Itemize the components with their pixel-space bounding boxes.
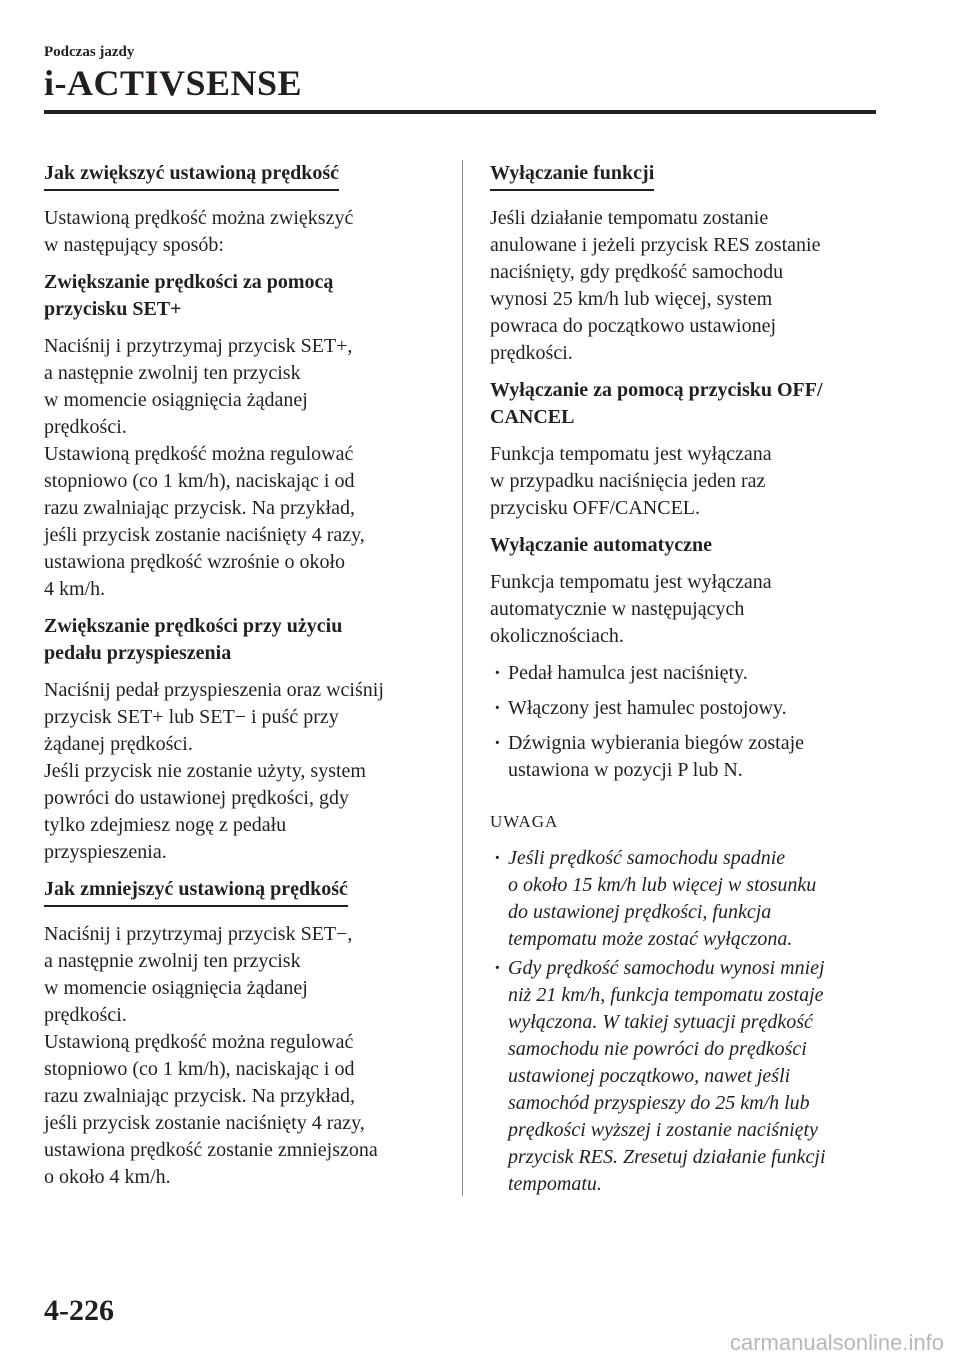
list-item xyxy=(490,845,890,953)
text-line: wynosi 25 km/h lub więcej, system xyxy=(490,288,773,310)
column-divider xyxy=(462,160,463,1196)
text-line: prędkości. xyxy=(44,1004,127,1026)
text-line: razu zwalniając przycisk. Na przykład, xyxy=(44,1085,355,1107)
text-line: Naciśnij i przytrzymaj przycisk SET−, xyxy=(44,923,353,945)
text-line: ustawiona prędkość zostanie zmniejszona xyxy=(44,1139,378,1161)
subheading-set-plus xyxy=(44,269,444,323)
text-line: Funkcja tempomatu jest wyłączana xyxy=(490,443,772,465)
subheading-accelerator xyxy=(44,613,444,667)
right-column xyxy=(490,160,890,1200)
text-line: w następujący sposób: xyxy=(44,234,224,256)
text-line: jeśli przycisk zostanie naciśnięty 4 razy, xyxy=(44,1112,365,1134)
heading-increase-speed: Jak zwiększyć ustawioną prędkość xyxy=(44,160,339,191)
text-line: przyspieszenia. xyxy=(44,841,167,863)
text-line: · Gdy prędkość samochodu wynosi mniej xyxy=(508,957,825,979)
paragraph-automatic xyxy=(490,569,890,650)
heading-cancel-function: Wyłączanie funkcji xyxy=(490,160,654,191)
watermark: carmanualsonline.info xyxy=(729,1330,944,1355)
note-title: UWAGA xyxy=(490,812,559,831)
text-line: a następnie zwolnij ten przycisk xyxy=(44,950,301,972)
text-line: CANCEL xyxy=(490,406,575,428)
text-line: Zwiększanie prędkości za pomocą xyxy=(44,271,334,293)
list-item xyxy=(490,660,890,687)
text-line: 4 km/h. xyxy=(44,578,106,600)
text-line: Funkcja tempomatu jest wyłączana xyxy=(490,571,772,593)
text-line: żądanej prędkości. xyxy=(44,733,193,755)
list-item xyxy=(490,955,890,1198)
header-rule xyxy=(44,110,876,114)
text-line: ustawiona prędkość wzrośnie o około xyxy=(44,551,346,573)
text-line: Jeśli działanie tempomatu zostanie xyxy=(490,207,769,229)
text-line: ustawiona w pozycji P lub N. xyxy=(508,759,743,781)
text-line: Ustawioną prędkość można zwiększyć xyxy=(44,207,354,229)
text-line: · Dźwignia wybierania biegów zostaje xyxy=(508,732,805,754)
text-line: tylko zdejmiesz nogę z pedału xyxy=(44,814,287,836)
text-line: jeśli przycisk zostanie naciśnięty 4 razy, xyxy=(44,524,365,546)
paragraph-off-cancel xyxy=(490,441,890,522)
note-list xyxy=(490,845,890,1198)
condition-list xyxy=(490,660,890,784)
text-line: · Jeśli prędkość samochodu spadnie xyxy=(508,847,786,869)
paragraph-accelerator xyxy=(44,677,444,866)
text-line: ustawionej początkowo, nawet jeśli xyxy=(508,1065,791,1087)
text-line: prędkości wyższej i zostanie naciśnięty xyxy=(508,1119,818,1141)
text-line: w momencie osiągnięcia żądanej xyxy=(44,977,308,999)
text-line: o około 4 km/h. xyxy=(44,1166,171,1188)
text-line: okolicznościach. xyxy=(490,625,624,647)
text-line: przycisk SET+ lub SET− i puść przy xyxy=(44,706,339,728)
heading-decrease-speed: Jak zmniejszyć ustawioną prędkość xyxy=(44,876,348,907)
text-line: automatycznie w następujących xyxy=(490,598,745,620)
text-line: stopniowo (co 1 km/h), naciskając i od xyxy=(44,1058,355,1080)
text-line: przycisku SET+ xyxy=(44,298,182,320)
text-line: w przypadku naciśnięcia jeden raz xyxy=(490,470,766,492)
text-line: wyłączona. W takiej sytuacji prędkość xyxy=(508,1011,813,1033)
text-line: pedału przyspieszenia xyxy=(44,642,232,664)
text-line: przycisku OFF/CANCEL. xyxy=(490,497,700,519)
section-label: Podczas jazdy xyxy=(44,44,135,60)
paragraph-increase-intro xyxy=(44,205,444,259)
page-number: 4-226 xyxy=(44,1294,114,1327)
text-line: Ustawioną prędkość można regulować xyxy=(44,443,354,465)
text-line: niż 21 km/h, funkcja tempomatu zostaje xyxy=(508,984,824,1006)
text-line: Wyłączanie za pomocą przycisku OFF/ xyxy=(490,379,823,401)
text-line: Jeśli przycisk nie zostanie użyty, system xyxy=(44,760,366,782)
text-line: Naciśnij pedał przyspieszenia oraz wciśnij xyxy=(44,679,384,701)
text-line: naciśnięty, gdy prędkość samochodu xyxy=(490,261,784,283)
text-line: powróci do ustawionej prędkości, gdy xyxy=(44,787,349,809)
text-line: Naciśnij i przytrzymaj przycisk SET+, xyxy=(44,335,353,357)
chapter-title: i-ACTIVSENSE xyxy=(44,63,303,103)
paragraph-set-plus xyxy=(44,333,444,603)
text-line: anulowane i jeżeli przycisk RES zostanie xyxy=(490,234,821,256)
text-line: tempomatu może zostać wyłączona. xyxy=(508,928,793,950)
text-line: stopniowo (co 1 km/h), naciskając i od xyxy=(44,470,355,492)
list-item xyxy=(490,730,890,784)
text-line: w momencie osiągnięcia żądanej xyxy=(44,389,308,411)
text-line: powraca do początkowo ustawionej xyxy=(490,315,777,337)
text-line: do ustawionej prędkości, funkcja xyxy=(508,901,772,923)
list-item xyxy=(490,695,890,722)
paragraph-cancel xyxy=(490,205,890,367)
subheading-automatic: Wyłączanie automatyczne xyxy=(490,534,712,556)
text-line: przycisk RES. Zresetuj działanie funkcji xyxy=(508,1146,826,1168)
subheading-off-cancel xyxy=(490,377,890,431)
text-line: samochód przyspieszy do 25 km/h lub xyxy=(508,1092,810,1114)
text-line: razu zwalniając przycisk. Na przykład, xyxy=(44,497,355,519)
text-line: prędkości. xyxy=(490,342,573,364)
text-line: tempomatu. xyxy=(508,1173,602,1195)
text-line: prędkości. xyxy=(44,416,127,438)
left-column xyxy=(44,160,444,1201)
text-line: · Włączony jest hamulec postojowy. xyxy=(508,697,787,719)
text-line: · Pedał hamulca jest naciśnięty. xyxy=(508,662,748,684)
text-line: o około 15 km/h lub więcej w stosunku xyxy=(508,874,817,896)
text-line: Zwiększanie prędkości przy użyciu xyxy=(44,615,343,637)
text-line: samochodu nie powróci do prędkości xyxy=(508,1038,807,1060)
text-line: Ustawioną prędkość można regulować xyxy=(44,1031,354,1053)
paragraph-set-minus xyxy=(44,921,444,1191)
text-line: a następnie zwolnij ten przycisk xyxy=(44,362,301,384)
